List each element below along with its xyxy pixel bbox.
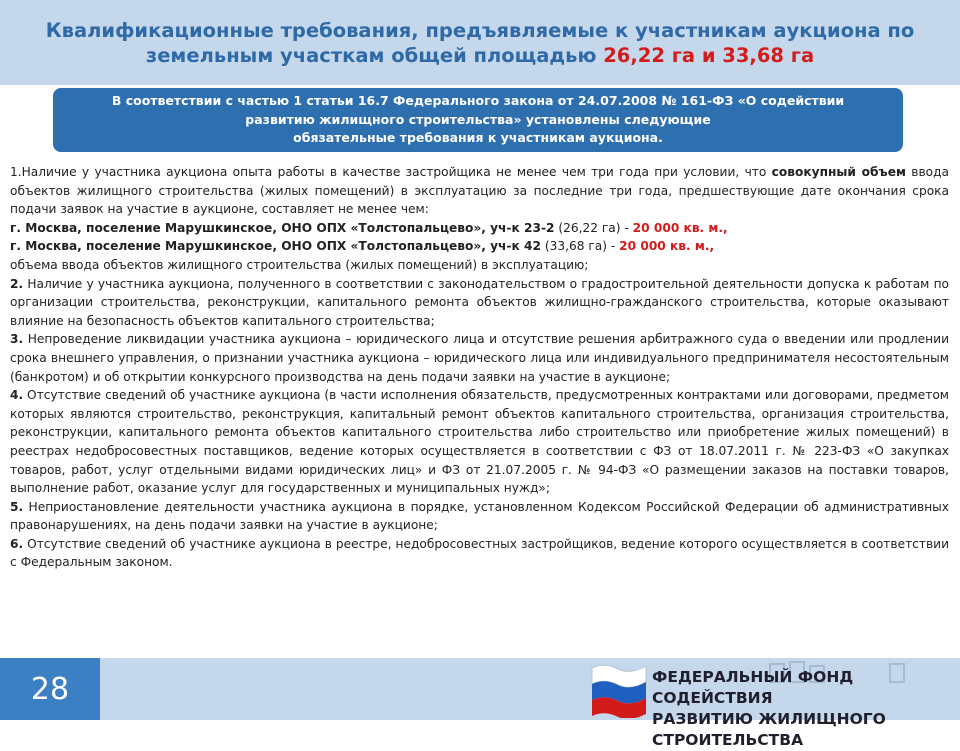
requirement-5-number: 5. bbox=[10, 499, 24, 514]
flag-icon bbox=[592, 665, 646, 718]
requirement-2-text: Наличие у участника аукциона, полученного в соответствии с законодательством о градостроительной деятельности допуска к работам по организации строительства, реконструкции, капитального ремонта объектов жилищно-гражданского строительства, которые оказывают влияние на безопасность объектов капитального строительства; bbox=[10, 276, 949, 328]
lot-2-value: 20 000 кв. м., bbox=[619, 239, 715, 254]
fund-logo-text bbox=[652, 667, 960, 751]
slide-header bbox=[0, 0, 960, 85]
requirement-2-number: 2. bbox=[10, 276, 24, 291]
requirement-1-tail: объема ввода объектов жилищного строительства (жилых помещений) в эксплуатацию; bbox=[10, 257, 589, 272]
lot-1-name: г. Москва, поселение Марушкинское, ОНО ОПХ «Толстопальцево», уч-к 23-2 bbox=[10, 220, 555, 235]
banner-line-3: обязательные требования к участникам аукциона. bbox=[293, 130, 663, 146]
slide-title-line2 bbox=[146, 43, 814, 68]
lot-2-line bbox=[10, 237, 949, 256]
lot-2-area: (33,68 га) - bbox=[540, 239, 620, 254]
logo-line-1: ФЕДЕРАЛЬНЫЙ ФОНД СОДЕЙСТВИЯ bbox=[652, 668, 854, 707]
banner-line-2: развитию жилищного строительства» установлены следующие bbox=[245, 111, 711, 127]
requirement-item-4 bbox=[10, 386, 949, 498]
slide-title-area-highlight: 26,22 га и 33,68 га bbox=[603, 43, 815, 67]
banner-line-1: В соответствии с частью 1 статьи 16.7 Федерального закона от 24.07.2008 № 161-ФЗ «О содействии bbox=[111, 93, 845, 109]
requirement-3-number: 3. bbox=[10, 332, 24, 347]
lot-2-name: г. Москва, поселение Марушкинское, ОНО ОПХ «Толстопальцево», уч-к 42 bbox=[10, 239, 541, 254]
requirements-list bbox=[10, 163, 949, 572]
lot-1-line bbox=[10, 219, 949, 238]
requirement-item-2 bbox=[10, 275, 949, 331]
requirement-6-text: Отсутствие сведений об участнике аукциона в реестре, недобросовестных застройщиков, ведение которого осуществляется в соответствии с Федеральным законом. bbox=[10, 536, 949, 570]
page-number: 28 bbox=[0, 658, 100, 720]
requirement-item-6 bbox=[10, 535, 949, 572]
requirement-4-text: Отсутствие сведений об участнике аукциона (в части исполнения обязательств, предусмотренных контрактами или договорами, предметом которых являются строительство, реконструкция, капитальный ремонт объектов капитального строительства, организация строительства, реконструкции, капитального ремонта объектов капитального строительства либо строительство или приобретение жилых помещений) в реестрах недобросовестных поставщиков, ведение которых осуществляется в соответствии с ФЗ от 18.07.2011 г. № 223-ФЗ «О закупках товаров, работ, услуг отдельными видами юридических лиц» и ФЗ от 21.07.2005 г. № 94-ФЗ «О размещении заказов на поставки товаров, выполнение работ, оказание услуг для государственных и муниципальных нужд»; bbox=[10, 388, 949, 496]
lot-1-area: (26,22 га) - bbox=[554, 220, 633, 235]
slide-title-line1: Квалификационные требования, предъявляемые к участникам аукциона по bbox=[45, 18, 915, 42]
lot-1-value: 20 000 кв. м., bbox=[632, 220, 728, 235]
slide-title-prefix: земельным участкам общей площадью bbox=[145, 43, 604, 67]
requirement-item-1 bbox=[10, 163, 949, 219]
requirement-5-text: Неприостановление деятельности участника аукциона в порядке, установленном Кодексом Российской Федерации об административных правонарушениях, на день подачи заявки на участие в аукционе; bbox=[10, 499, 949, 533]
logo-line-2: РАЗВИТИЮ ЖИЛИЩНОГО СТРОИТЕЛЬСТВА bbox=[652, 710, 886, 749]
requirement-6-number: 6. bbox=[10, 536, 24, 551]
requirement-4-number: 4. bbox=[10, 388, 24, 403]
requirement-3-text: Непроведение ликвидации участника аукциона – юридического лица и отсутствие решения арбитражного суда о введении или продлении срока внешнего управления, о признании участника аукциона – юридического лица или индивидуального предпринимателя несостоятельным (банкротом) и об открытии конкурсного производства на день подачи заявки на участие в аукционе; bbox=[10, 332, 949, 384]
requirement-item-3 bbox=[10, 330, 949, 386]
requirement-1-bold: совокупный объем bbox=[771, 165, 906, 179]
requirement-1-text-b: ввода объектов жилищного строительства (жилых помещений) в эксплуатацию за последние три года, предшествующие дате окончания срока подачи заявок на участие в аукционе, составляет не менее чем: bbox=[10, 165, 949, 217]
requirement-1-text-a: 1.Наличие у участника аукциона опыта работы в качестве застройщика не менее чем три года при условии, что bbox=[10, 165, 772, 179]
legal-basis-banner bbox=[53, 88, 903, 152]
requirement-item-5 bbox=[10, 498, 949, 535]
